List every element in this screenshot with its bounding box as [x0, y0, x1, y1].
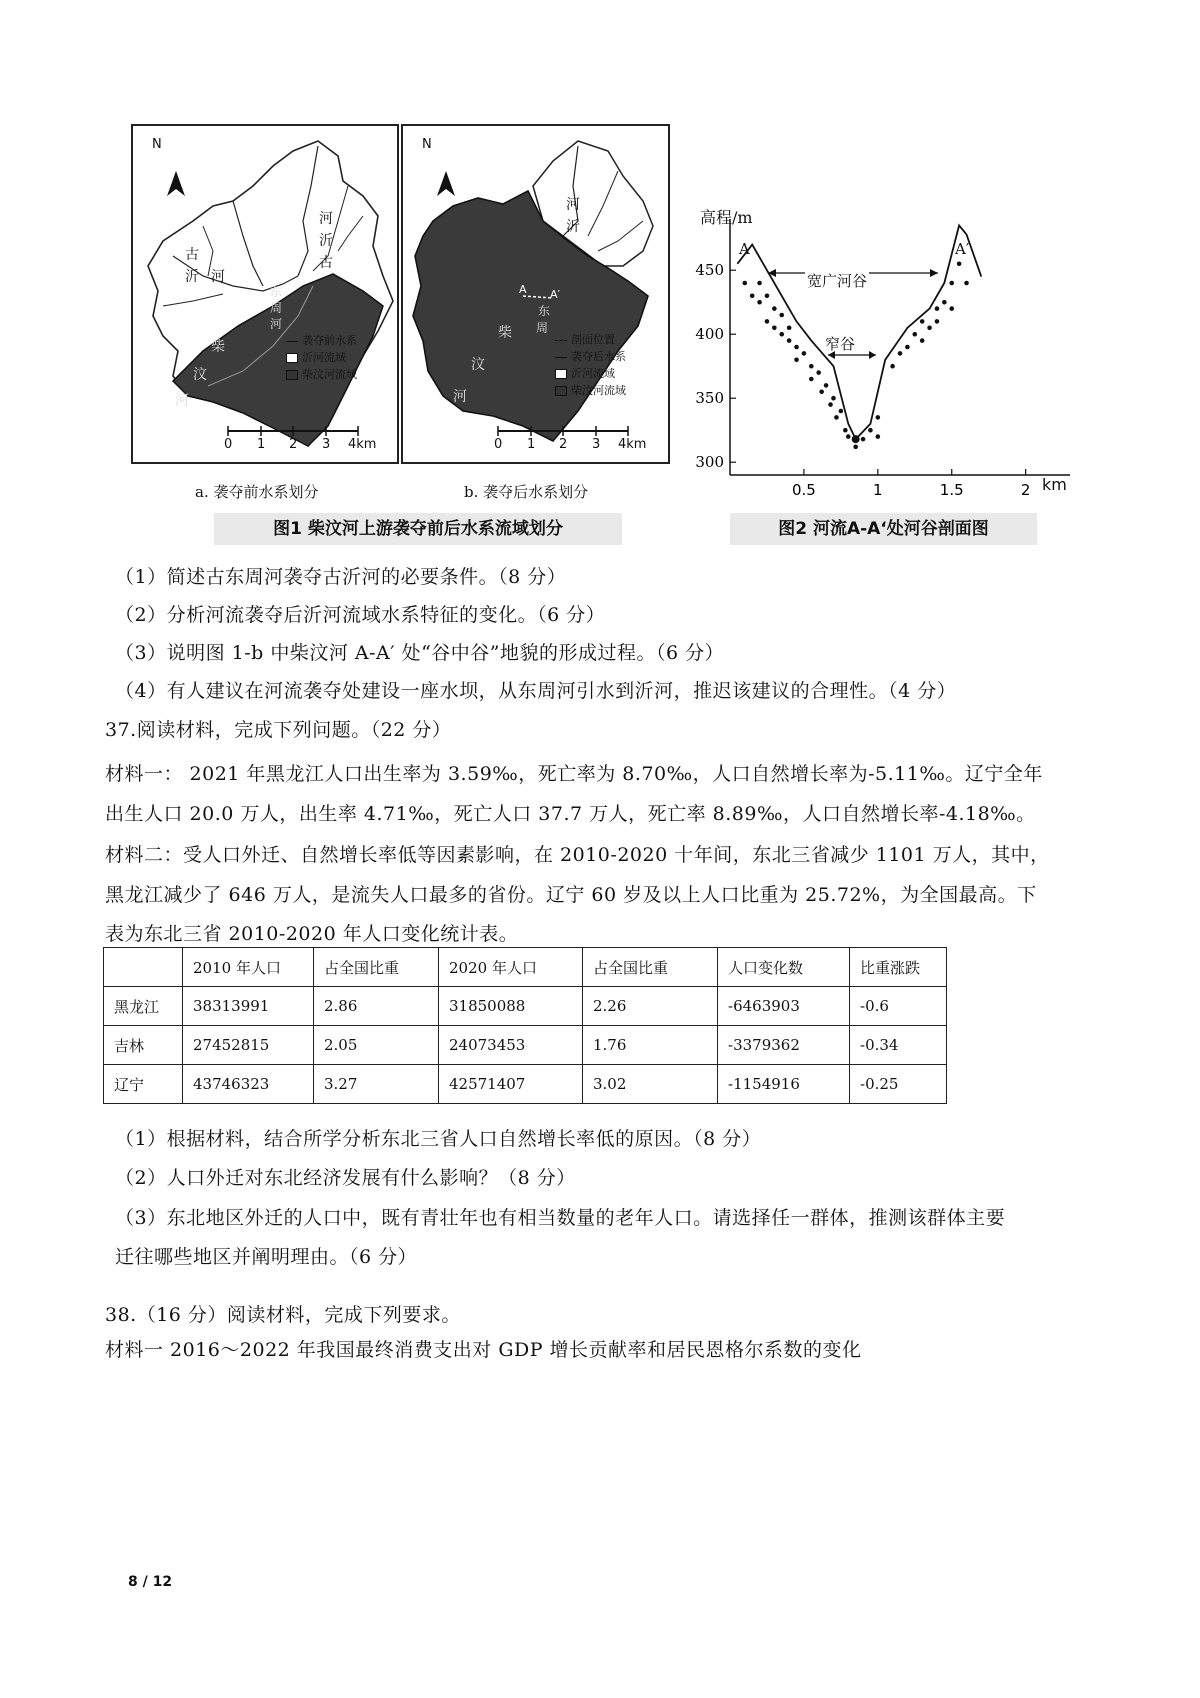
table-cell: 2.26	[583, 987, 718, 1026]
question-36-3: （3）说明图 1-b 中柴汶河 A-A′ 处“谷中谷”地貌的形成过程。（6 分）	[115, 642, 725, 664]
table-cell: 1.76	[583, 1026, 718, 1065]
sediment-dot	[843, 428, 848, 433]
legend-item: 沂河流域	[571, 367, 615, 380]
map-b-caption: b. 袭夺后水系划分	[464, 483, 589, 501]
question-36-2: （2）分析河流袭夺后沂河流域水系特征的变化。（6 分）	[115, 604, 606, 626]
sediment-dot	[779, 313, 784, 318]
table-row	[104, 987, 947, 1026]
y-tick-label: 400	[695, 325, 724, 344]
material-1-line: 材料一： 2021 年黑龙江人口出生率为 3.59‰，死亡率为 8.70‰，人口自然增长率为-5.11‰。辽宁全年	[105, 763, 1043, 785]
sediment-dot	[876, 415, 881, 420]
legend-item: 袭夺后水系	[571, 350, 626, 363]
sediment-dot	[794, 345, 799, 350]
sediment-dot	[765, 319, 770, 324]
table-header-cell: 比重涨跌	[850, 948, 947, 987]
x-tick-label: 0.5	[791, 481, 816, 499]
scale-label: 0	[224, 437, 233, 452]
legend	[286, 332, 357, 383]
table-header-cell: 人口变化数	[718, 948, 850, 987]
river-label: 河	[319, 211, 333, 227]
river-label: 柴	[211, 339, 225, 355]
sediment-dot	[890, 364, 895, 369]
y-axis-label: 高程/m	[700, 208, 753, 227]
wide-valley-label: 宽广河谷	[807, 272, 868, 290]
table-cell: -1154916	[718, 1065, 850, 1104]
sediment-dot	[794, 358, 799, 363]
river-label: 东	[538, 304, 551, 318]
question-37-3-cont: 迁往哪些地区并阐明理由。（6 分）	[115, 1246, 418, 1268]
table-cell: -6463903	[718, 987, 850, 1026]
sediment-dot	[868, 428, 873, 433]
river-label: 沂	[566, 219, 580, 235]
y-tick-label: 450	[695, 261, 724, 280]
point-a2-label: A′	[550, 288, 561, 301]
river-label: 河	[566, 197, 580, 213]
material-2-line: 黑龙江减少了 646 万人，是流失人口最多的省份。辽宁 60 岁及以上人口比重为 25.72%，为全国最高。下	[105, 884, 1037, 906]
legend-item: 柴汶河流域	[302, 368, 357, 381]
scale-label: 3	[322, 437, 331, 452]
sediment-dot	[787, 326, 792, 331]
point-a2-label: A′	[955, 240, 970, 258]
sediment-dot	[750, 294, 755, 299]
question-38-material-1: 材料一 2016～2022 年我国最终消费支出对 GDP 增长贡献率和居民恩格尔系数的变化	[105, 1339, 862, 1361]
point-a-label: A	[739, 240, 750, 258]
figure2-title: 图2 河流A-A‘处河谷剖面图	[730, 513, 1037, 545]
material-2-line: 表为东北三省 2010-2020 年人口变化统计表。	[105, 923, 519, 945]
scale-label: 0	[494, 437, 503, 452]
population-table	[103, 947, 947, 1104]
table-cell: 43746323	[183, 1065, 314, 1104]
map-b	[401, 124, 670, 464]
table-row	[104, 1026, 947, 1065]
y-tick-label: 300	[695, 453, 724, 472]
table-header-cell: 占全国比重	[314, 948, 439, 987]
sediment-dot	[949, 306, 954, 311]
river-label: 汶	[471, 357, 485, 373]
table-header-cell	[104, 948, 183, 987]
legend-item: 袭夺前水系	[302, 334, 357, 347]
profile-line	[737, 225, 981, 439]
sediment-dot	[765, 294, 770, 299]
table-cell: 辽宁	[104, 1065, 183, 1104]
question-36-1: （1）简述古东周河袭夺古沂河的必要条件。（8 分）	[115, 566, 567, 588]
table-cell: 黑龙江	[104, 987, 183, 1026]
table-cell: -0.6	[850, 987, 947, 1026]
scale-label: 3	[592, 437, 601, 452]
sediment-dot	[772, 306, 777, 311]
table-cell: 3.02	[583, 1065, 718, 1104]
table-header-cell: 2020 年人口	[439, 948, 583, 987]
river-label: 河	[453, 389, 467, 405]
sediment-dot	[935, 319, 940, 324]
sediment-dot	[816, 370, 821, 375]
point-a-label: A	[519, 283, 527, 296]
river-label: 河	[175, 393, 189, 409]
sediment-dot	[905, 345, 910, 350]
question-37-3: （3）东北地区外迁的人口中，既有青壮年也有相当数量的老年人口。请选择任一群体，推测该群体主要	[115, 1207, 1006, 1229]
table-cell: 吉林	[104, 1026, 183, 1065]
sediment-dot	[828, 402, 833, 407]
table-cell: 2.05	[314, 1026, 439, 1065]
scale-label: 4km	[348, 437, 377, 452]
sediment-dot	[898, 351, 903, 356]
sediment-dot	[824, 383, 829, 388]
scale-label: 1	[257, 437, 266, 452]
sediment-dot	[846, 434, 851, 439]
sediment-dot	[757, 300, 762, 305]
table-cell: 27452815	[183, 1026, 314, 1065]
table-cell: 3.27	[314, 1065, 439, 1104]
sediment-dot	[819, 390, 824, 395]
sediment-dot	[834, 415, 839, 420]
sediment-dot	[920, 319, 925, 324]
legend-item: 沂河流域	[302, 351, 346, 364]
sediment-dot	[861, 437, 866, 442]
question-37-2: （2）人口外迁对东北经济发展有什么影响？（8 分）	[115, 1167, 576, 1189]
sediment-dot	[964, 281, 969, 286]
river-label: 沂	[185, 269, 199, 285]
sediment-dot	[772, 326, 777, 331]
table-cell: 42571407	[439, 1065, 583, 1104]
sediment-dot	[949, 281, 954, 286]
table-cell: -0.25	[850, 1065, 947, 1104]
river-label: 河	[211, 269, 225, 285]
page-number: 8 / 12	[128, 1574, 173, 1590]
sediment-dot	[927, 326, 932, 331]
scale-label: 2	[289, 437, 298, 452]
sediment-dot	[809, 377, 814, 382]
table-header-row	[104, 948, 947, 987]
sediment-dot	[912, 332, 917, 337]
sediment-dot	[742, 281, 747, 286]
question-38-title: 38.（16 分）阅读材料，完成下列要求。	[105, 1304, 461, 1326]
sediment-dot	[809, 364, 814, 369]
x-tick-label: 1.5	[939, 481, 964, 499]
map-a	[131, 124, 399, 464]
table-cell: 38313991	[183, 987, 314, 1026]
river-label: 古	[185, 247, 199, 263]
river-label: 周	[536, 321, 549, 335]
river-label: 沂	[319, 233, 333, 249]
north-label: N	[422, 137, 432, 152]
table-cell: 24073453	[439, 1026, 583, 1065]
table-cell: -0.34	[850, 1026, 947, 1065]
map-a-caption: a. 袭夺前水系划分	[195, 483, 319, 501]
river-label: 古	[319, 255, 333, 271]
scale-label: 2	[559, 437, 568, 452]
table-header-cell: 2010 年人口	[183, 948, 314, 987]
north-label: N	[152, 137, 162, 152]
y-tick-label: 350	[695, 389, 724, 408]
river-label: 东	[270, 285, 283, 299]
sediment-dot	[920, 338, 925, 343]
map-a-drawing	[133, 126, 397, 462]
sediment-dot	[942, 300, 947, 305]
legend-item: 柴汶河流域	[571, 384, 626, 397]
legend	[555, 331, 626, 399]
river-label: 汶	[193, 367, 207, 383]
sediment-dot	[757, 281, 762, 286]
sediment-dot	[839, 409, 844, 414]
sediment-dot	[802, 351, 807, 356]
x-tick-label: 1	[873, 481, 883, 499]
sediment-dot	[831, 396, 836, 401]
material-2-line: 材料二：受人口外迁、自然增长率低等因素影响，在 2010-2020 十年间，东北三省减少 1101 万人，其中，	[105, 844, 1050, 866]
question-36-4: （4）有人建议在河流袭夺处建设一座水坝，从东周河引水到沂河，推迟该建议的合理性。（4 分）	[115, 680, 957, 702]
table-header-cell: 占全国比重	[583, 948, 718, 987]
material-1-line: 出生人口 20.0 万人，出生率 4.71‰，死亡人口 37.7 万人，死亡率 8.89‰，人口自然增长率-4.18‰。	[105, 803, 1036, 825]
table-row	[104, 1065, 947, 1104]
sediment-dot	[787, 338, 792, 343]
scale-label: 1	[527, 437, 536, 452]
river-label: 周	[270, 301, 283, 315]
sediment-dot	[957, 262, 962, 267]
table-cell: -3379362	[718, 1026, 850, 1065]
legend-item: 剖面位置	[571, 333, 615, 346]
map-b-drawing	[403, 126, 668, 462]
scale-label: 4km	[618, 437, 647, 452]
narrow-valley-label: 窄谷	[825, 335, 856, 353]
table-cell: 31850088	[439, 987, 583, 1026]
river-label: 柴	[498, 325, 512, 341]
river-label: 河	[270, 317, 283, 331]
question-37-1: （1）根据材料，结合所学分析东北三省人口自然增长率低的原因。（8 分）	[115, 1128, 762, 1150]
x-tick-label: 2	[1020, 481, 1031, 499]
sediment-dot	[853, 445, 858, 450]
figure1-title: 图1 柴汶河上游袭夺前后水系流域划分	[214, 513, 622, 545]
sediment-dot	[935, 306, 940, 311]
table-cell: 2.86	[314, 987, 439, 1026]
sediment-dot	[876, 434, 881, 439]
question-37-title: 37.阅读材料，完成下列问题。（22 分）	[105, 719, 452, 741]
sediment-dot	[779, 332, 784, 337]
x-unit-label: km	[1042, 475, 1067, 494]
